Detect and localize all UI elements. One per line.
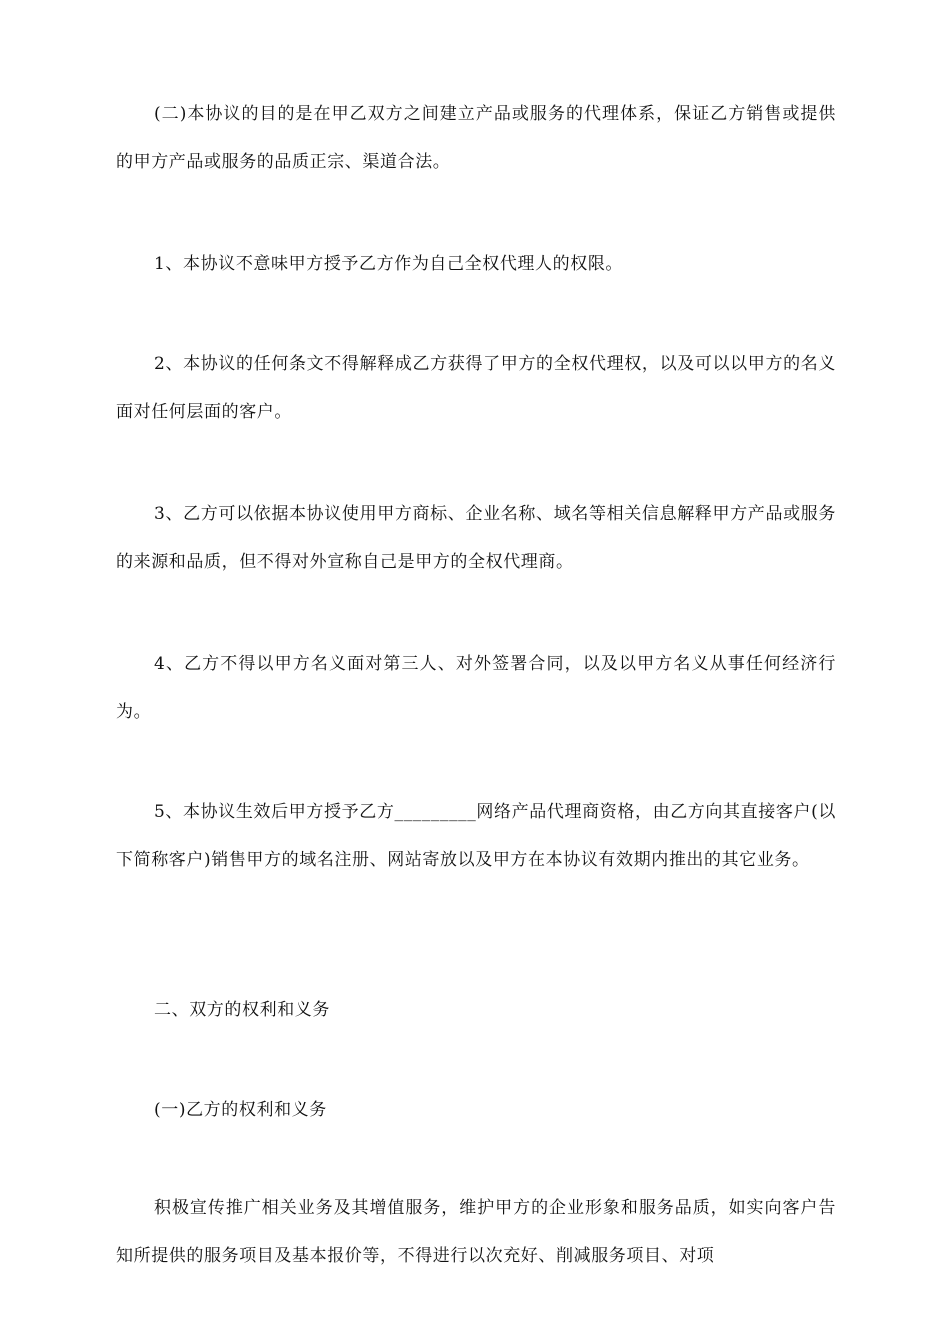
paragraph-item-3: 3、乙方可以依据本协议使用甲方商标、企业名称、域名等相关信息解释甲方产品或服务的来源和品质，但不得对外宣称自己是甲方的全权代理商。 [116,504,836,572]
subsection-heading-party-b: (一)乙方的权利和义务 [154,1100,327,1120]
paragraph-item-2: 2、本协议的任何条文不得解释成乙方获得了甲方的全权代理权，以及可以以甲方的名义面对任何层面的客户。 [116,354,836,422]
paragraph-purpose: (二)本协议的目的是在甲乙双方之间建立产品或服务的代理体系，保证乙方销售或提供的甲方产品或服务的品质正宗、渠道合法。 [116,104,836,172]
paragraph-item-5: 5、本协议生效后甲方授予乙方_________网络产品代理商资格，由乙方向其直接客户(以下简称客户)销售甲方的域名注册、网站寄放以及甲方在本协议有效期内推出的其它业务。 [116,802,836,870]
paragraph-item-1: 1、本协议不意味甲方授予乙方作为自己全权代理人的权限。 [154,254,624,274]
section-heading-rights: 二、双方的权利和义务 [154,1000,330,1020]
paragraph-party-b-duties: 积极宣传推广相关业务及其增值服务，维护甲方的企业形象和服务品质，如实向客户告知所提供的服务项目及基本报价等，不得进行以次充好、削减服务项目、对项 [116,1198,836,1266]
paragraph-item-4: 4、乙方不得以甲方名义面对第三人、对外签署合同，以及以甲方名义从事任何经济行为。 [116,654,836,722]
